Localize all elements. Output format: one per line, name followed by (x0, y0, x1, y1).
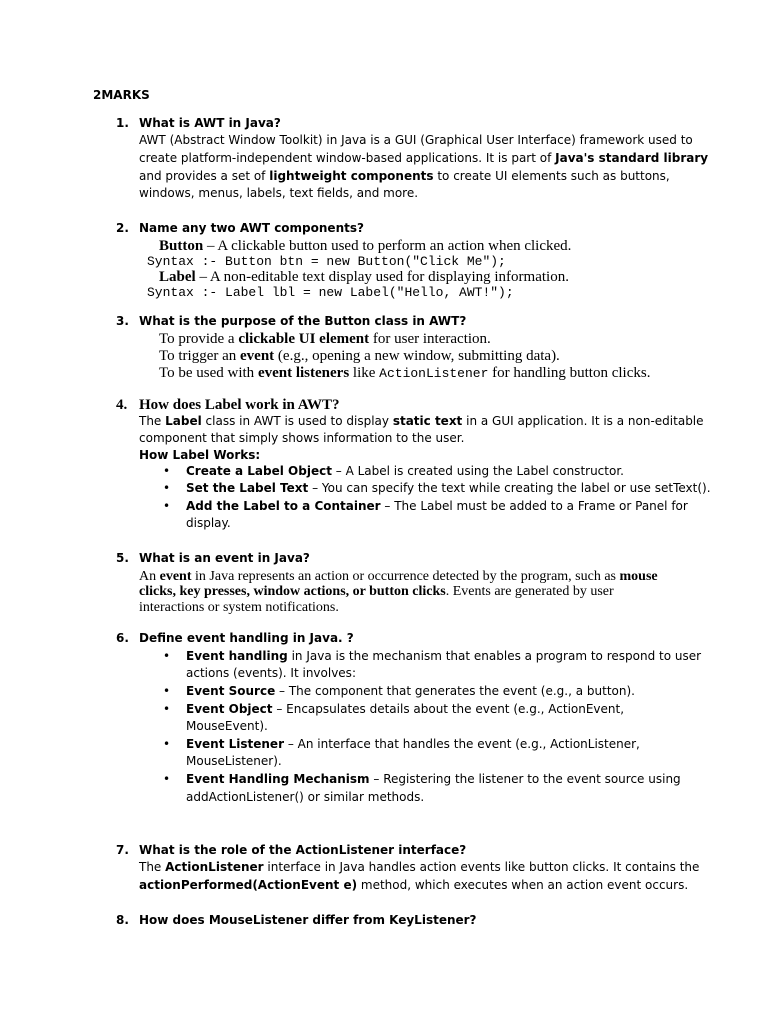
q6-number: 6. (116, 631, 129, 645)
q1-line1: AWT (Abstract Window Toolkit) in Java is a GUI (Graphical User Interface) framework used to (139, 133, 693, 147)
q6-item-4-cont: MouseListener). (186, 754, 282, 768)
q8-number: 8. (116, 913, 129, 927)
q2-syntax-label: Syntax :- Label lbl = new Label("Hello, AWT!"); (147, 285, 514, 300)
q6-item-3-cont: MouseEvent). (186, 719, 268, 733)
q2-number: 2. (116, 221, 129, 235)
q7-title: What is the role of the ActionListener interface? (139, 843, 467, 857)
q4-item-1: Create a Label Object – A Label is created using the Label constructor. (186, 464, 624, 478)
q5-number: 5. (116, 551, 129, 565)
q4-line1: The Label class in AWT is used to display static text in a GUI application. It is a non-editable (139, 414, 704, 428)
q7-line2: actionPerformed(ActionEvent e) method, which executes when an action event occurs. (139, 878, 689, 892)
q6-item-2: Event Source – The component that generates the event (e.g., a button). (186, 684, 635, 698)
q4-bullet-3: • (163, 499, 171, 513)
q6-item-4: Event Listener – An interface that handles the event (e.g., ActionListener, (186, 737, 640, 751)
q6-bullet-1: • (163, 649, 171, 663)
q4-subheading: How Label Works: (139, 448, 261, 462)
q2-item-button: Button – A clickable button used to perform an action when clicked. (159, 238, 572, 254)
q1-line4: windows, menus, labels, text fields, and more. (139, 186, 419, 200)
q2-syntax-button: Syntax :- Button btn = new Button("Click Me"); (147, 254, 506, 269)
q4-number: 4. (116, 397, 128, 413)
q3-line1: To provide a clickable UI element for user interaction. (159, 331, 491, 347)
q4-bullet-1: • (163, 464, 171, 478)
q5-line2: clicks, key presses, window actions, or button clicks. Events are generated by user (139, 584, 614, 599)
q8-title: How does MouseListener differ from KeyListener? (139, 913, 477, 927)
q6-item-5-cont: addActionListener() or similar methods. (186, 790, 425, 804)
q6-bullet-2: • (163, 684, 171, 698)
q6-bullet-5: • (163, 772, 171, 786)
q4-bullet-2: • (163, 481, 171, 495)
q1-title: What is AWT in Java? (139, 116, 281, 130)
q6-item-5: Event Handling Mechanism – Registering the listener to the event source using (186, 772, 681, 786)
q3-number: 3. (116, 314, 129, 328)
q7-line1: The ActionListener interface in Java handles action events like button clicks. It contains the (139, 860, 700, 874)
q4-item-3: Add the Label to a Container – The Label must be added to a Frame or Panel for (186, 499, 688, 513)
q6-title: Define event handling in Java. ? (139, 631, 354, 645)
q6-item-3: Event Object – Encapsulates details about the event (e.g., ActionEvent, (186, 702, 625, 716)
section-heading: 2MARKS (93, 88, 150, 102)
q7-number: 7. (116, 843, 129, 857)
q6-item-1-cont: actions (events). It involves: (186, 666, 356, 680)
q4-line2: component that simply shows information to the user. (139, 431, 465, 445)
q1-line2: create platform-independent window-based applications. It is part of Java's standard library (139, 151, 709, 165)
q1-number: 1. (116, 116, 129, 130)
q3-line2: To trigger an event (e.g., opening a new window, submitting data). (159, 348, 560, 364)
q1-line3: and provides a set of lightweight components to create UI elements such as buttons, (139, 169, 670, 183)
q5-line3: interactions or system notifications. (139, 600, 339, 615)
q4-item-2: Set the Label Text – You can specify the text while creating the label or use setText(). (186, 481, 711, 495)
q5-line1: An event in Java represents an action or occurrence detected by the program, such as mouse (139, 569, 658, 584)
q2-item-label: Label – A non-editable text display used for displaying information. (159, 269, 569, 285)
q3-line3: To be used with event listeners like ActionListener for handling button clicks. (159, 365, 651, 381)
q6-bullet-4: • (163, 737, 171, 751)
q5-title: What is an event in Java? (139, 551, 310, 565)
q6-bullet-3: • (163, 702, 171, 716)
q2-title: Name any two AWT components? (139, 221, 364, 235)
q4-title: How does Label work in AWT? (139, 397, 340, 413)
q3-title: What is the purpose of the Button class in AWT? (139, 314, 467, 328)
q4-item-3-cont: display. (186, 516, 231, 530)
q6-item-1: Event handling in Java is the mechanism that enables a program to respond to user (186, 649, 702, 663)
